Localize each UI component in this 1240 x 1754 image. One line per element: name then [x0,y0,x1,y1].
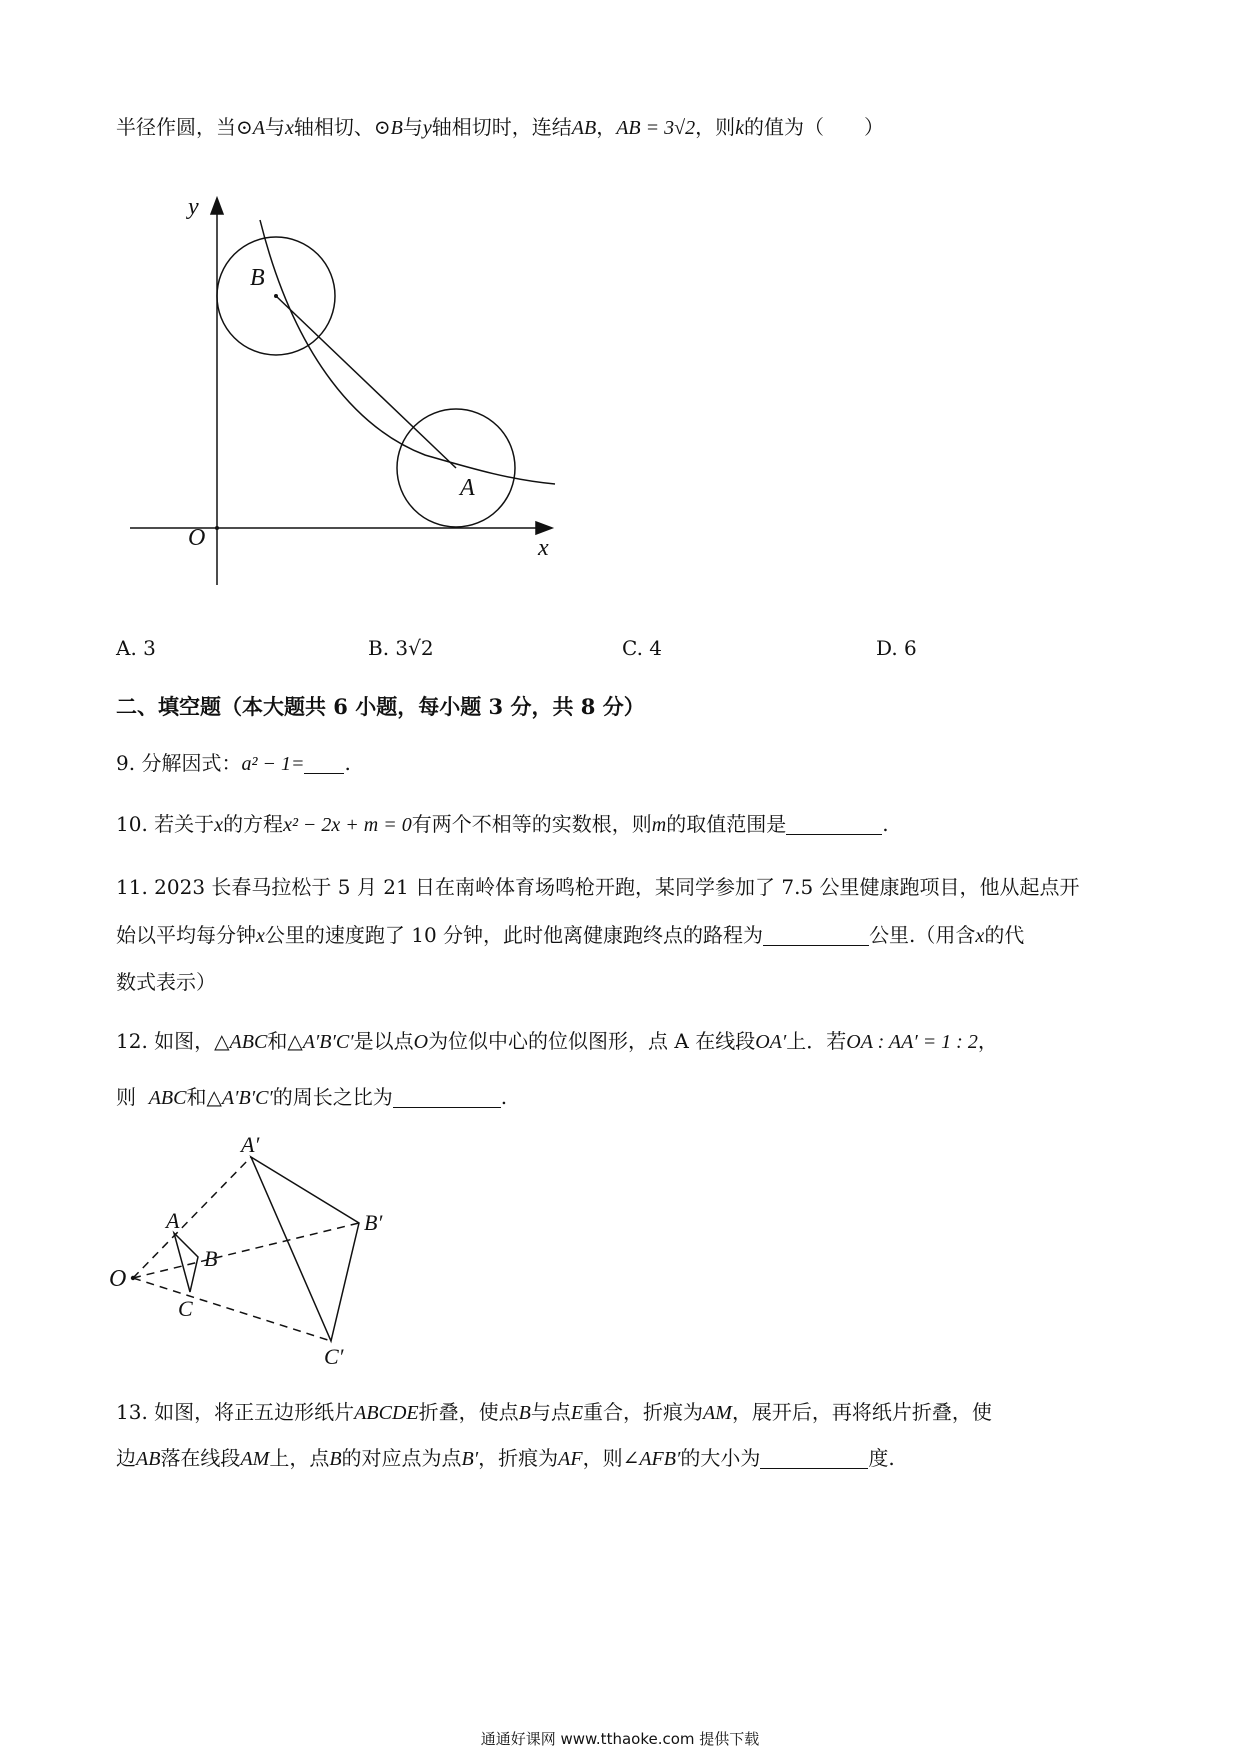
answer-blank[interactable] [786,814,882,835]
option-b[interactable]: B. 3√2 [368,636,434,660]
q11-line1: 11. 2023 长春马拉松于 5 月 21 日在南岭体育场鸣枪开跑，某同学参加了 7.5 公里健康跑项目，他从起点开 [116,875,1080,899]
q10: 10. 若关于x的方程x² − 2x + m = 0有两个不相等的实数根，则m的取值范围是 . [116,812,889,836]
y-axis-arrow [211,198,223,214]
label-o: O [109,1266,127,1292]
answer-blank[interactable] [760,1448,868,1469]
answer-blank[interactable] [304,753,344,774]
option-a[interactable]: A. 3 [116,636,156,660]
q11-line3: 数式表示） [116,970,216,994]
q13-line1: 13. 如图，将正五边形纸片ABCDE折叠，使点B与点E重合，折痕为AM，展开后，再将纸片折叠，使 [116,1400,992,1424]
x-axis-arrow [536,522,552,534]
section-heading: 二、填空题（本大题共 6 小题，每小题 3 分，共 8 分） [116,694,645,719]
q12-figure [106,1130,426,1370]
dashed-oa2 [133,1157,251,1278]
label-c-prime: C′ [324,1344,344,1369]
answer-blank[interactable] [763,925,869,946]
q12-line1: 12. 如图，△ABC和△A′B′C′是以点O为位似中心的位似图形，点 A 在线段OA′上．若OA : AA′ = 1 : 2， [116,1029,998,1053]
triangle-a2b2c2 [251,1157,359,1341]
footer-source: 通通好课网 www.tthaoke.com 提供下载 [480,1730,760,1748]
q8-stem: 半径作圆，当⊙A与x轴相切、⊙B与y轴相切时，连结AB，AB = 3√2，则k的值为（ ） [116,115,884,139]
label-c: C [178,1296,193,1321]
label-a: A [166,1208,180,1233]
label-b: B [204,1246,218,1271]
label-x: x [538,535,549,561]
q9: 9. 分解因式：a² − 1= . [116,751,351,775]
segment-ab [276,296,456,468]
label-a-prime: A′ [241,1132,260,1157]
q13-line2: 边AB落在线段AM上，点B的对应点为点B′，折痕为AF，则∠AFB′的大小为 度. [116,1446,895,1470]
option-c[interactable]: C. 4 [622,636,663,660]
label-b: B [250,265,265,291]
label-y: y [188,194,199,220]
q12-line2: 则 ABC和△A′B′C′的周长之比为 . [116,1085,508,1109]
label-b-prime: B′ [364,1210,383,1235]
label-origin: O [188,525,206,551]
q11-line2: 始以平均每分钟x公里的速度跑了 10 分钟，此时他离健康跑终点的路程为 公里.（用含x的代 [116,923,1025,947]
q8-figure [120,190,560,590]
label-a: A [460,475,475,501]
option-d[interactable]: D. 6 [876,636,917,660]
dashed-oc2 [133,1278,331,1341]
answer-blank[interactable] [393,1087,501,1108]
